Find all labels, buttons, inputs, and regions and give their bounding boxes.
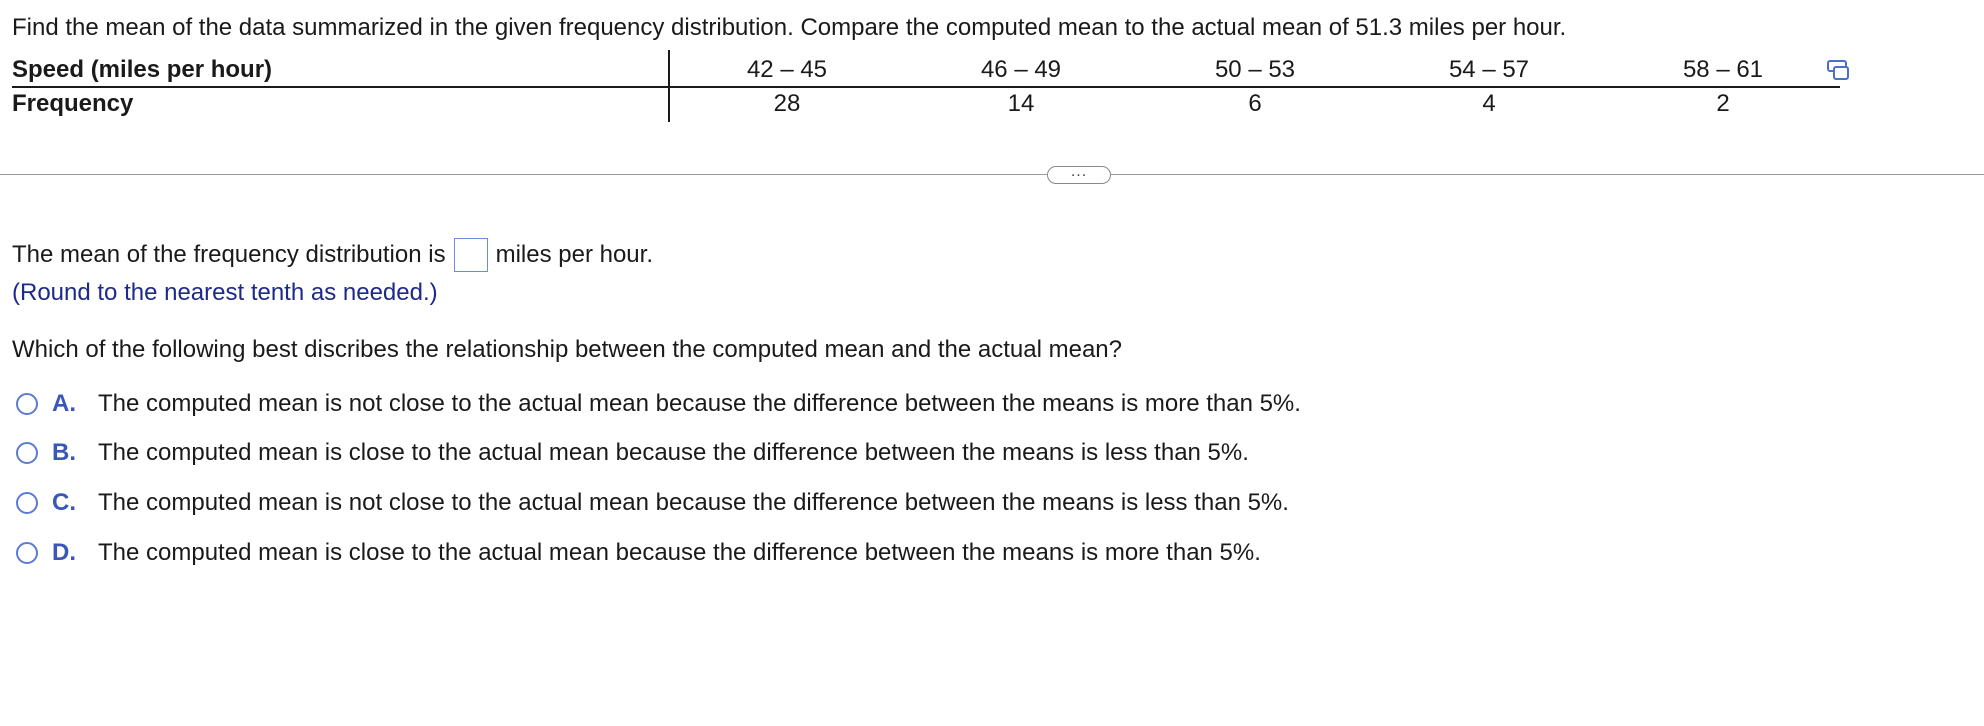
speed-row-label: Speed (miles per hour) — [12, 50, 669, 87]
option-b[interactable] — [16, 436, 1249, 470]
radio-button[interactable] — [16, 442, 38, 464]
frequency-row-label: Frequency — [12, 87, 669, 122]
option-c[interactable] — [16, 486, 1289, 520]
radio-button[interactable] — [16, 492, 38, 514]
frequency-cell: 28 — [773, 90, 801, 117]
frequency-cell: 6 — [1248, 90, 1262, 117]
rounding-hint: (Round to the nearest tenth as needed.) — [12, 279, 438, 306]
answer-line — [12, 236, 653, 274]
option-letter: B. — [52, 439, 76, 466]
answer-suffix: miles per hour. — [495, 241, 653, 268]
section-divider — [0, 174, 1984, 175]
option-letter: D. — [52, 539, 76, 566]
option-letter: C. — [52, 489, 76, 516]
option-letter: A. — [52, 390, 76, 417]
option-text: The computed mean is not close to the actual mean because the difference between the means is less than 5%. — [98, 489, 1289, 516]
option-text: The computed mean is close to the actual mean because the difference between the means is more than 5%. — [98, 539, 1261, 566]
speed-cell: 46 – 49 — [904, 50, 1138, 87]
speed-cell: 42 – 45 — [669, 50, 904, 87]
frequency-row — [12, 87, 1840, 122]
option-d[interactable] — [16, 536, 1261, 570]
frequency-table — [12, 50, 1840, 122]
mc-question: Which of the following best discribes the relationship between the computed mean and the actual mean? — [12, 336, 1122, 363]
frequency-cell: 4 — [1482, 90, 1496, 117]
option-text: The computed mean is not close to the actual mean because the difference between the means is more than 5%. — [98, 390, 1301, 417]
question-text: Find the mean of the data summarized in the given frequency distribution. Compare the computed mean to the actual mean of 51.3 miles per hour. — [12, 14, 1567, 41]
option-text: The computed mean is close to the actual mean because the difference between the means is less than 5%. — [98, 439, 1249, 466]
speed-row — [12, 50, 1840, 87]
mean-answer-input[interactable] — [454, 238, 488, 272]
speed-cell: 50 – 53 — [1138, 50, 1372, 87]
copy-icon[interactable] — [1826, 59, 1852, 83]
option-a[interactable] — [16, 387, 1301, 421]
speed-cell: 58 – 61 — [1606, 50, 1840, 87]
answer-prefix: The mean of the frequency distribution is — [12, 241, 446, 268]
radio-button[interactable] — [16, 542, 38, 564]
speed-cell: 54 – 57 — [1372, 50, 1606, 87]
radio-button[interactable] — [16, 393, 38, 415]
frequency-cell: 14 — [1007, 90, 1035, 117]
frequency-cell: 2 — [1716, 90, 1730, 117]
more-button[interactable]: ... — [1047, 166, 1111, 184]
